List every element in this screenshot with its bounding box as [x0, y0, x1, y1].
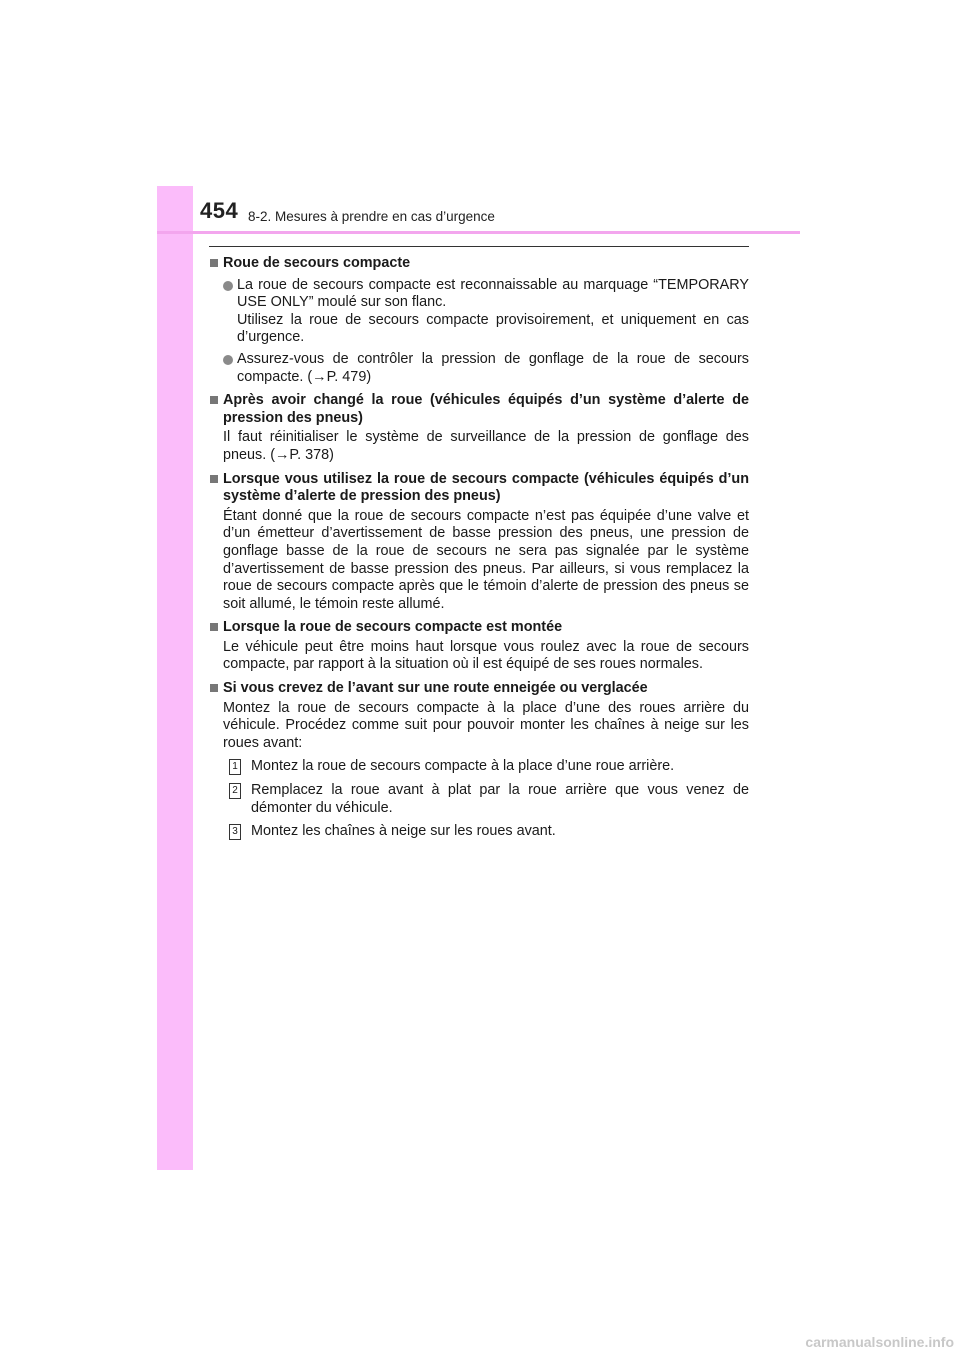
section-text: Étant donné que la roue de secours compacte n’est pas équipée d’une valve et d’un émetteur d’avertissement de basse pression des pneus, une pression de gonflage basse de la roue de secours ne sera pas signalée par le système d’avertissement de basse pression des pneus. Par ailleurs, si vous remplacez la roue de secours compacte après que le témoin d’alerte de pression des pneus se soit allumé, le témoin reste allumé.	[223, 507, 749, 612]
header-color-bar	[157, 231, 800, 234]
square-bullet-icon	[210, 684, 218, 692]
watermark: carmanualsonline.info	[805, 1334, 954, 1350]
step-item: 1 Montez la roue de secours compacte à la place d’une roue arrière.	[209, 758, 749, 776]
section-heading: Lorsque la roue de secours compacte est montée	[209, 619, 749, 637]
page-number: 454	[200, 198, 239, 223]
page-content	[209, 255, 749, 841]
square-bullet-icon	[210, 475, 218, 483]
section-text: Le véhicule peut être moins haut lorsque vous roulez avec la roue de secours compacte, par rapport à la situation où il est équipé de ses roues normales.	[223, 638, 749, 673]
section-text: Montez la roue de secours compacte à la place d’une des roues arrière du véhicule. Procédez comme suit pour pouvoir monter les chaînes à neige sur les roues avant:	[223, 699, 749, 751]
section-heading: Roue de secours compacte	[209, 255, 749, 273]
square-bullet-icon	[210, 259, 218, 267]
step-item: 3 Montez les chaînes à neige sur les roues avant.	[209, 823, 749, 841]
round-bullet-icon	[223, 281, 233, 291]
side-color-strip	[157, 186, 193, 1170]
section-heading: Si vous crevez de l’avant sur une route enneigée ou verglacée	[209, 680, 749, 698]
section-text: Il faut réinitialiser le système de surveillance de la pression de gonflage des pneus. (→P. 378)	[223, 429, 749, 463]
bullet-item: Assurez-vous de contrôler la pression de gonflage de la roue de secours compacte. (→P. 479)	[209, 351, 749, 386]
step-number: 1	[229, 759, 241, 775]
step-number: 2	[229, 783, 241, 799]
section-heading: Après avoir changé la roue (véhicules équipés d’un système d’alerte de pression des pneus)	[209, 392, 749, 427]
bullet-item: La roue de secours compacte est reconnaissable au marquage “TEMPORARY USE ONLY” moulé sur son flanc. Utilisez la roue de secours compacte provisoirement, et uniquement en cas d’urgence.	[209, 277, 749, 347]
section-heading: Lorsque vous utilisez la roue de secours compacte (véhicules équipés d’un système d’alerte de pression des pneus)	[209, 471, 749, 506]
header-rule	[209, 246, 749, 247]
round-bullet-icon	[223, 355, 233, 365]
step-item: 2 Remplacez la roue avant à plat par la roue arrière que vous venez de démonter du véhicule.	[209, 782, 749, 817]
square-bullet-icon	[210, 396, 218, 404]
section-title: 8-2. Mesures à prendre en cas d’urgence	[248, 209, 495, 224]
square-bullet-icon	[210, 623, 218, 631]
step-number: 3	[229, 824, 241, 840]
